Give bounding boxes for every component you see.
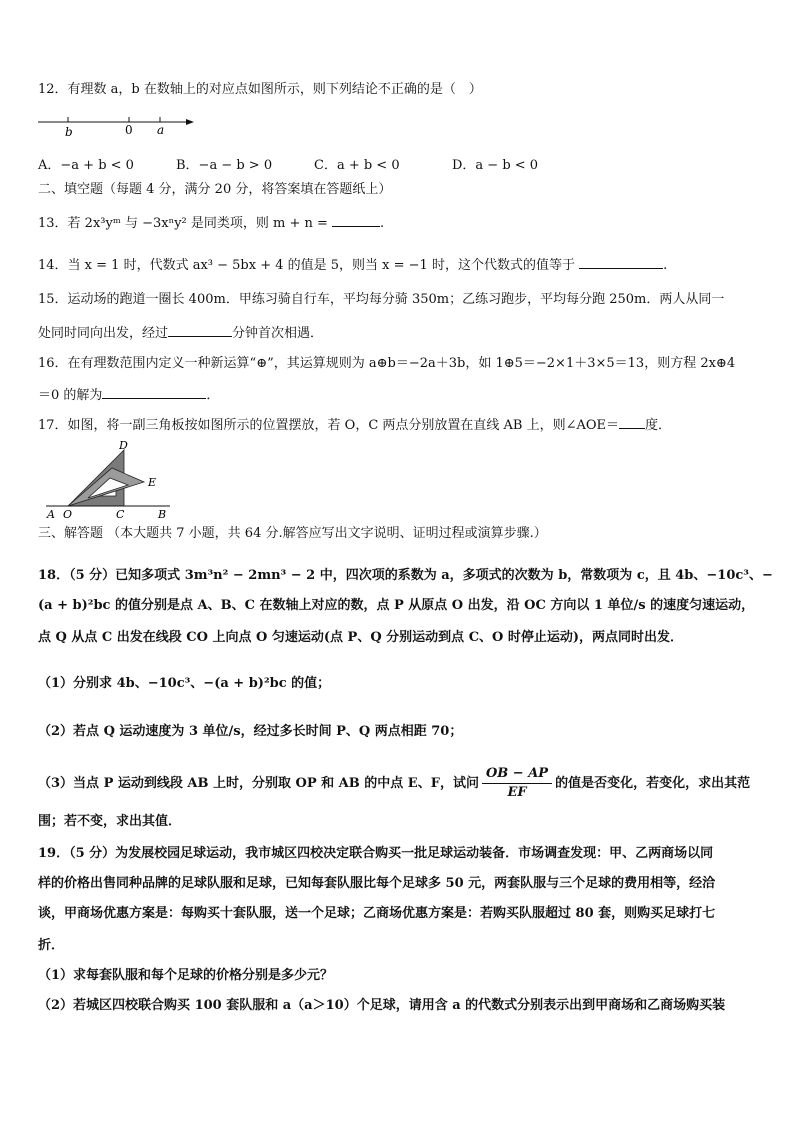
q15-answer-blank[interactable] <box>168 322 232 337</box>
q13 <box>38 212 756 234</box>
q18-line3: 点 Q 从点 C 出发在线段 CO 上向点 O 匀速运动(点 P、Q 分别运动到点 C、O 时停止运动)，两点同时出发． <box>38 630 684 645</box>
q18-part3 <box>38 764 756 808</box>
q12-stem: 12．有理数 a，b 在数轴上的对应点如图所示，则下列结论不正确的是（ ） <box>38 82 482 97</box>
section2-heading: 二、填空题（每题 4 分，满分 20 分，将答案填在答题纸上） <box>38 182 392 197</box>
q18-part3-cont: 围；若不变，求出其值． <box>38 814 182 829</box>
q14 <box>38 254 756 276</box>
q16-line2 <box>38 384 756 406</box>
q19-part1: （1）求每套队服和每个足球的价格分别是多少元？ <box>38 968 334 983</box>
q17-text: 17．如图，将一副三角板按如图所示的位置摆放，若 O，C 两点分别放置在直线 AB 上，则∠AOE＝ <box>38 418 620 433</box>
label-o: O <box>63 508 73 520</box>
label-b: B <box>158 508 167 520</box>
q13-end: . <box>380 216 385 231</box>
option-c[interactable]: C．a + b < 0 <box>314 158 400 173</box>
q19-line4: 折． <box>38 938 65 953</box>
label-a: A <box>47 508 55 520</box>
q13-answer-blank[interactable] <box>332 212 380 227</box>
q19-line3: 谈，甲商场优惠方案是：每购买十套队服，送一个足球；乙商场优惠方案是：若购买队服超过 80 套，则购买足球打七 <box>38 906 716 921</box>
number-line-figure <box>36 112 206 140</box>
fraction-numerator: OB − AP <box>482 765 552 784</box>
fraction <box>482 765 552 802</box>
q16-text-a: ＝0 的解为 <box>38 388 103 403</box>
q16-answer-blank[interactable] <box>102 384 206 399</box>
option-d[interactable]: D．a − b < 0 <box>452 158 539 173</box>
q15-text-a: 处同时同向出发，经过 <box>38 326 169 341</box>
option-b[interactable]: B．−a − b > 0 <box>176 158 273 173</box>
axis-label-0: 0 <box>125 123 133 137</box>
triangle-figure <box>44 440 184 520</box>
q14-end: . <box>663 258 668 273</box>
q17 <box>38 414 756 436</box>
label-d: D <box>119 440 128 452</box>
q18-line2: (a + b)²bc 的值分别是点 A、B、C 在数轴上对应的数，点 P 从原点 O 出发，沿 OC 方向以 1 单位/s 的速度匀速运动， <box>38 598 755 613</box>
q17-answer-blank[interactable] <box>619 414 645 429</box>
fraction-denominator: EF <box>507 785 527 800</box>
q15-line1: 15．运动场的跑道一圈长 400m．甲练习骑自行车，平均每分骑 350m；乙练习跑步，平均每分跑 250m．两人从同一 <box>38 292 725 307</box>
option-a[interactable]: A．−a + b < 0 <box>38 158 134 173</box>
q19-line1: 19．（5 分）为发展校园足球运动，我市城区四校决定联合购买一批足球运动装备．市场调查发现：甲、乙两商场以同 <box>38 846 714 861</box>
q17-end: 度． <box>645 418 672 433</box>
q12-options <box>38 156 756 176</box>
q19-part2: （2）若城区四校联合购买 100 套队服和 a（a＞10）个足球，请用含 a 的代数式分别表示出到甲商场和乙商场购买装 <box>38 998 726 1013</box>
q14-answer-blank[interactable] <box>579 254 663 269</box>
q15-line2 <box>38 322 756 344</box>
label-e: E <box>148 476 157 489</box>
q18-part1: （1）分别求 4b、−10c³、−(a + b)²bc 的值； <box>38 676 331 691</box>
q18-part3-text-a: （3）当点 P 运动到线段 AB 上时，分别取 OP 和 AB 的中点 E、F，试问 <box>38 776 479 791</box>
q18-part2: （2）若点 Q 运动速度为 3 单位/s，经过多长时间 P、Q 两点相距 70； <box>38 724 463 739</box>
axis-label-b: b <box>65 125 73 139</box>
q14-text: 14．当 x = 1 时，代数式 ax³ − 5bx + 4 的值是 5，则当 x = −1 时，这个代数式的值等于 <box>38 258 575 273</box>
q16-text-b: ． <box>206 388 220 403</box>
section3-heading: 三、解答题 （本大题共 7 小题，共 64 分.解答应写出文字说明、证明过程或演算步骤.） <box>38 526 547 541</box>
q13-text: 13．若 2x³yᵐ 与 −3xⁿy² 是同类项，则 m + n = <box>38 216 328 231</box>
q18-part3-text-b: 的值是否变化，若变化，求出其范 <box>555 776 751 791</box>
q19-line2: 样的价格出售同种品牌的足球队服和足球，已知每套队服比每个足球多 50 元，两套队服与三个足球的费用相等，经洽 <box>38 876 716 891</box>
q16-line1: 16．在有理数范围内定义一种新运算“⊕”，其运算规则为 a⊕b＝−2a＋3b，如 1⊕5＝−2×1＋3×5＝13，则方程 2x⊕4 <box>38 356 736 371</box>
axis-label-a: a <box>157 123 165 137</box>
q18-line1: 18．（5 分）已知多项式 3m³n² − 2mn³ − 2 中，四次项的系数为 a，多项式的次数为 b，常数项为 c，且 4b、−10c³、− <box>38 568 773 583</box>
q15-text-b: 分钟首次相遇． <box>232 326 324 341</box>
label-c: C <box>116 508 125 520</box>
